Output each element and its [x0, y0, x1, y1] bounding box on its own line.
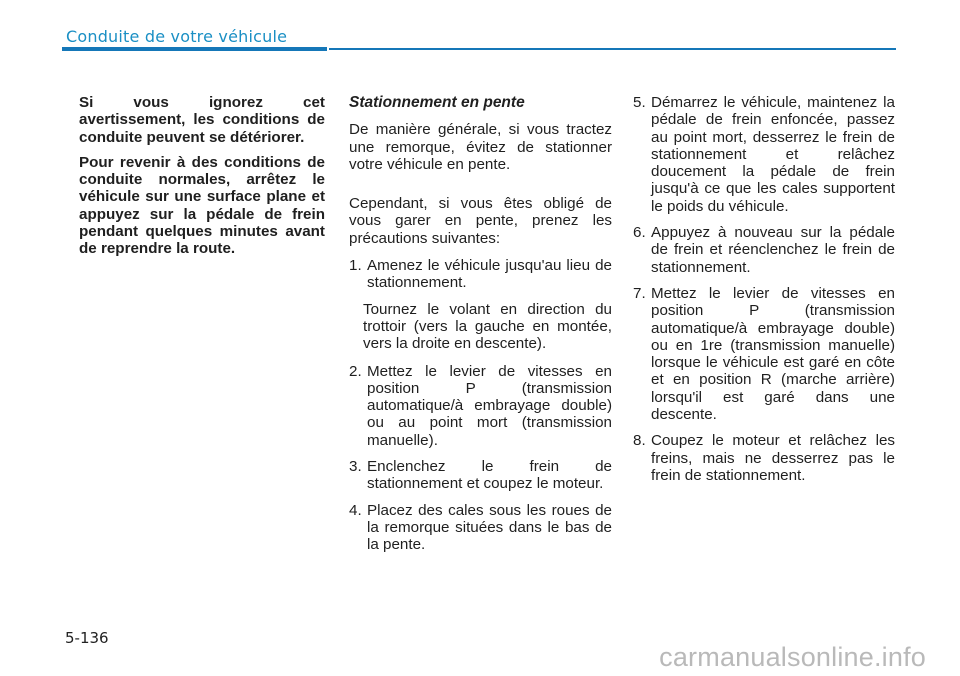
- step-number: 6.: [633, 224, 646, 242]
- step-number: 7.: [633, 284, 646, 302]
- step-text: Enclenchez le frein de stationnement et coupez le moteur.: [367, 458, 612, 493]
- page-number: 5-136: [65, 629, 109, 647]
- steps-list: [633, 94, 895, 484]
- list-item: [633, 224, 895, 276]
- header-accent-bar: [62, 47, 327, 51]
- watermark: carmanualsonline.info: [659, 642, 926, 672]
- precaution-paragraph: Cependant, si vous êtes obligé de vous garer en pente, prenez les précautions suivantes:: [349, 195, 612, 247]
- step-text: Coupez le moteur et relâchez les freins, mais ne desserrez pas le frein de stationnement.: [651, 432, 895, 484]
- step-text: Appuyez à nouveau sur la pédale de frein et réenclenchez le frein de stationnement.: [651, 224, 895, 276]
- step-sub-note: Tournez le volant en direction du trottoir (vers la gauche en montée, vers la droite en descente).: [363, 300, 612, 353]
- steps-list: [349, 363, 612, 554]
- list-item: [349, 502, 612, 554]
- intro-paragraph: De manière générale, si vous tractez une remorque, évitez de stationner votre véhicule en pente.: [349, 121, 612, 173]
- step-number: 1.: [349, 257, 362, 275]
- steps-list: [349, 257, 612, 292]
- step-number: 2.: [349, 362, 362, 380]
- list-item: [349, 257, 612, 292]
- column-parking-slope: [349, 94, 612, 563]
- column-parking-steps-continued: [633, 94, 895, 493]
- step-text: Mettez le levier de vitesses en position P (transmission automatique/à embrayage double) ou en 1re (transmission manuelle) lorsque le véhicule est garé en côte et en position R (marche arrière) lorsqu'il est garé dans une descente.: [651, 284, 895, 424]
- step-text: Mettez le levier de vitesses en position P (transmission automatique/à embrayage double) ou au point mort (transmission manuelle).: [367, 362, 612, 449]
- header-rule: [329, 48, 896, 50]
- list-item: [349, 458, 612, 493]
- warning-paragraph: Si vous ignorez cet avertissement, les conditions de conduite peuvent se détériorer.: [79, 94, 325, 146]
- section-heading: Stationnement en pente: [349, 94, 525, 111]
- list-item: [633, 285, 895, 423]
- step-number: 8.: [633, 432, 646, 450]
- list-item: [633, 94, 895, 215]
- step-text: Placez des cales sous les roues de la remorque situées dans le bas de la pente.: [367, 501, 612, 554]
- list-item: [349, 363, 612, 449]
- step-text: Amenez le véhicule jusqu'au lieu de stationnement.: [367, 257, 612, 292]
- column-warning: [79, 94, 325, 266]
- step-number: 3.: [349, 458, 362, 476]
- step-number: 5.: [633, 94, 646, 111]
- section-title: Conduite de votre véhicule: [66, 27, 288, 46]
- list-item: [633, 432, 895, 484]
- step-text: Démarrez le véhicule, maintenez la pédale de frein enfoncée, passez au point mort, desserrez le frein de stationnement et relâchez doucement la pédale de frein jusqu'à ce que les cales supportent le poids du véhicule.: [651, 94, 895, 215]
- step-number: 4.: [349, 501, 362, 519]
- warning-paragraph: Pour revenir à des conditions de conduite normales, arrêtez le véhicule sur une surface plane et appuyez sur la pédale de frein pendant quelques minutes avant de reprendre la route.: [79, 153, 325, 258]
